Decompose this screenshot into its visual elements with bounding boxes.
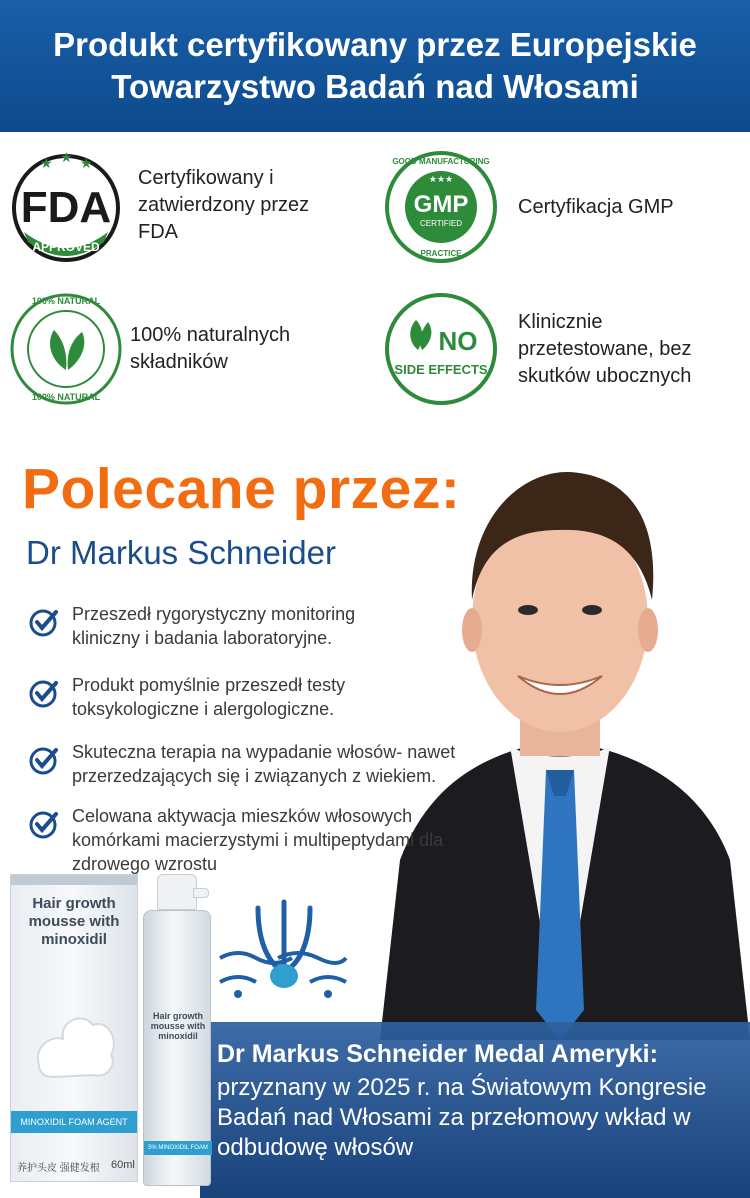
award-title: Dr Markus Schneider Medal Ameryki:: [217, 1040, 658, 1068]
bullet-text: Produkt pomyślnie przeszedł testy toksykologiczne i alergologiczne.: [72, 675, 346, 719]
svg-text:★★★: ★★★: [428, 174, 454, 184]
svg-text:SIDE EFFECTS: SIDE EFFECTS: [394, 362, 488, 377]
bottle-body: [143, 910, 211, 1186]
product-box-footer: 养护头皮 强健发根: [17, 1163, 100, 1174]
cert-fda: [10, 146, 318, 264]
award-text: przyznany w 2025 r. na Światowym Kongresie Badań nad Włosami za przełomowy wkład w odbudowę włosów: [217, 1074, 707, 1161]
cert-no-side-effects: [384, 292, 728, 406]
bullet-item: [28, 602, 428, 650]
gmp-certified-badge-icon: [384, 150, 498, 264]
bullet-item: [28, 804, 478, 876]
check-circle-icon: [28, 808, 60, 840]
product-box: [10, 874, 138, 1182]
cert-natural-text: 100% naturalnych składników: [130, 324, 291, 373]
svg-text:PRACTICE: PRACTICE: [420, 249, 462, 258]
bullet-text: Skuteczna terapia na wypadanie włosów- nawet przerzedzających się i związanych z wiekiem.: [72, 742, 456, 786]
cert-no-side-effects-text: Klinicznie przetestowane, bez skutków ubocznych: [518, 310, 692, 387]
svg-text:NO: NO: [438, 326, 478, 356]
bottle-label: Hair growth mousse with minoxidil: [150, 1011, 206, 1041]
product-box-volume: 60ml: [111, 1159, 135, 1171]
bottle-nozzle: [193, 888, 209, 898]
product-bottle: [143, 874, 211, 1186]
svg-text:100% NATURAL: 100% NATURAL: [31, 296, 101, 306]
bullet-item: [28, 740, 528, 788]
bottle-stripe: 5% MINOXIDIL FOAM: [144, 1141, 212, 1155]
cert-natural: [10, 290, 320, 408]
svg-text:★: ★: [60, 149, 73, 165]
cert-gmp-text: Certyfikacja GMP: [518, 195, 674, 218]
foam-icon: [33, 995, 117, 1085]
svg-text:CERTIFIED: CERTIFIED: [419, 219, 463, 228]
cert-gmp: [384, 150, 674, 264]
svg-text:FDA: FDA: [20, 183, 112, 232]
check-circle-icon: [28, 744, 60, 776]
recommended-title: Polecane przez:: [22, 457, 461, 521]
svg-text:GOOD MANUFACTURING: GOOD MANUFACTURING: [392, 157, 490, 166]
bottle-pump: [157, 874, 197, 910]
bullet-item: [28, 673, 428, 721]
bullet-text: Przeszedł rygorystyczny monitoring kliniczny i badania laboratoryjne.: [72, 604, 356, 648]
product-box-lid: [11, 875, 137, 885]
cert-fda-text: Certyfikowany i zatwierdzony przez FDA: [138, 166, 310, 243]
product-box-title: Hair growth mousse with minoxidil: [28, 895, 120, 948]
fda-approved-badge-icon: [10, 146, 122, 264]
product-box-stripe: MINOXIDIL FOAM AGENT: [11, 1111, 137, 1133]
svg-text:GMP: GMP: [413, 191, 469, 218]
svg-text:APPROVED: APPROVED: [32, 240, 100, 254]
check-circle-icon: [28, 677, 60, 709]
page-title: Produkt certyfikowany przez Europejskie Towarzystwo Badań nad Włosami: [53, 26, 697, 105]
check-circle-icon: [28, 606, 60, 638]
bullet-text: Celowana aktywacja mieszków włosowych komórkami macierzystymi i multipeptydami dla zdrowego wzrostu: [72, 806, 444, 874]
svg-text:100% NATURAL: 100% NATURAL: [31, 392, 101, 402]
header-banner: [0, 0, 750, 132]
svg-text:★: ★: [80, 155, 93, 171]
no-side-effects-badge-icon: [384, 292, 498, 406]
natural-leaf-badge-icon: [10, 290, 122, 408]
doctor-name: Dr Markus Schneider: [26, 534, 336, 571]
svg-text:★: ★: [40, 155, 53, 171]
hair-follicle-icon: [218, 898, 348, 1002]
